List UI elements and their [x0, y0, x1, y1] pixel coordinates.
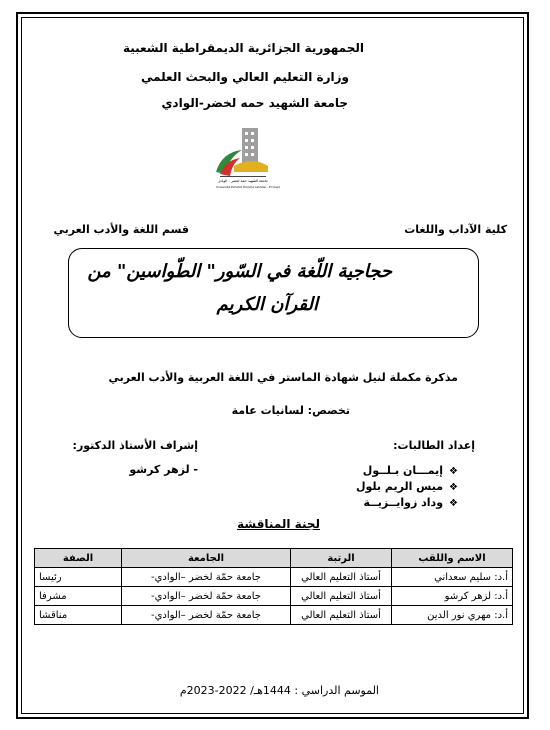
faculty-name: كلية الآداب واللغات [404, 223, 507, 236]
supervisor-name: - لزهر كرشو [129, 463, 198, 476]
member-role: مشرفا [35, 587, 122, 606]
students-label: إعداد الطالبات: [393, 439, 475, 452]
committee-table [34, 548, 513, 625]
member-university: جامعة حمّة لخضر –الوادي- [122, 606, 291, 625]
thesis-title-line-2: القرآن الكريم [216, 294, 318, 315]
student-name: ❖ ميس الريم بلول [356, 479, 458, 495]
committee-heading: لجنة المناقشة [237, 517, 320, 531]
thesis-title-box [68, 248, 479, 338]
department-name: قسم اللغة والأدب العربي [53, 223, 189, 236]
member-role: رئيسا [35, 568, 122, 587]
member-rank: أستاذ التعليم العالي [291, 606, 392, 625]
member-rank: أستاذ التعليم العالي [291, 568, 392, 587]
supervisor-label: إشراف الأستاذ الدكتور: [72, 439, 198, 452]
academic-year: الموسم الدراسي : 1444هـ/ 2022-2023م [179, 684, 379, 697]
students-list [356, 463, 458, 511]
column-header: الصفة [35, 549, 122, 568]
university-logo [212, 122, 280, 192]
logo-caption-en: Université Echahid Hamma Lakhdar - El Oued [216, 185, 280, 189]
student-name: ❖ وداد زوايــزيــة [356, 495, 458, 511]
specialty: تخصص: لسانيات عامة [231, 404, 350, 417]
column-header: الجامعة [122, 549, 291, 568]
table-row [35, 568, 513, 587]
member-name: أ.د: لزهر كرشو [392, 587, 513, 606]
thesis-title-line-1: حجاجية اللّغة في السّور" الطّواسين" من [87, 261, 392, 282]
member-name: أ.د: مهري نور الدين [392, 606, 513, 625]
table-row [35, 587, 513, 606]
ministry-name: وزارة التعليم العالي والبحث العلمي [140, 70, 349, 84]
member-university: جامعة حمّة لخضر –الوادي- [122, 568, 291, 587]
table-row [35, 606, 513, 625]
university-name: جامعة الشهيد حمه لخضر-الوادي [161, 96, 348, 110]
committee-header-row [35, 549, 513, 568]
member-rank: أستاذ التعليم العالي [291, 587, 392, 606]
column-header: الاسم واللقب [392, 549, 513, 568]
member-name: أ.د: سليم سعداني [392, 568, 513, 587]
member-university: جامعة حمّة لخضر –الوادي- [122, 587, 291, 606]
logo-caption-ar: جامعة الشهيد حمة لخضر - الوادي [218, 179, 268, 183]
column-header: الرتبة [291, 549, 392, 568]
republic-name: الجمهورية الجزائرية الديمقراطية الشعبية [122, 41, 364, 55]
student-name: ❖ إيمـــان بـلــول [356, 463, 458, 479]
thesis-note: مذكرة مكملة لنيل شهادة الماستر في اللغة العربية والأدب العربي [108, 371, 458, 384]
member-role: مناقشا [35, 606, 122, 625]
